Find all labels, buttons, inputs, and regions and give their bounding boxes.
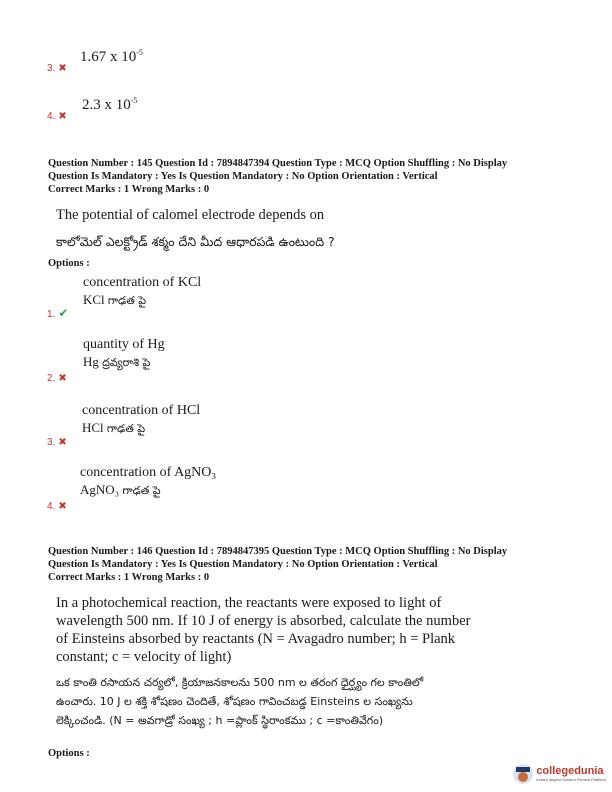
correct-check-icon: ✔ [58,306,69,320]
prev-option-4-value [82,96,137,114]
option-formula: HCl [82,420,104,435]
logo-tagline: India's largest Student Review Platform [536,777,606,782]
option-text-te [83,353,165,372]
option-te-suffix: గాఢత పై [106,422,146,435]
logo-mascot-icon [513,764,533,784]
question-line: wavelength 500 nm. If 10 J of energy is absorbed, calculate the number [56,613,471,629]
q145-option-2 [83,336,165,372]
question-146-text-en [56,594,470,666]
option-value: 2.3 x 10 [82,97,131,113]
question-146-text-te [56,673,423,730]
meta-line: Question Number : 146 Question Id : 7894847395 Question Type : MCQ Option Shuffling : No Display [48,546,508,557]
wrong-mark-icon: ✖ [58,63,67,74]
question-line: ఉంచారు. 10 J ల శక్తి శోషణం చెందితే, శోషణం గావించబడ్డ Einsteins ల సంఖ్యను [56,695,413,708]
option-number: 3. [47,437,56,448]
q145-option-2-marker [47,368,67,386]
q145-option-1 [83,274,201,310]
option-formula: KCl [83,292,105,307]
option-text-en: concentration of AgNO₃ [80,465,217,480]
option-exponent: -5 [136,48,143,57]
option-text-en: concentration of KCl [83,275,202,290]
meta-line: Question Is Mandatory : Yes Is Question Mandatory : No Option Orientation : Vertical [48,559,438,570]
question-line: of Einsteins absorbed by reactants (N = Avagadro number; h = Plank [56,631,456,647]
meta-line: Correct Marks : 1 Wrong Marks : 0 [48,572,210,583]
wrong-mark-icon: ✖ [58,437,67,448]
prev-option-3-value [80,48,143,66]
wrong-mark-icon: ✖ [58,501,67,512]
q145-option-3-marker [47,432,67,450]
question-145-meta [48,157,507,196]
q145-option-4-marker [47,496,67,514]
option-te-suffix: గాఢత పై [107,294,147,307]
option-te-suffix: గాఢత పై [122,484,161,497]
option-text-en: concentration of HCl [82,403,201,418]
options-label: Options : [48,258,90,269]
prev-option-3 [47,58,67,76]
question-145-text-te: కాలోమెల్ ఎలక్ట్రోడ్ శక్మం దేని మీద ఆధారపడి ఉంటుంది ? [56,234,335,249]
option-number: 2. [47,373,56,384]
question-line: constant; c = velocity of light) [56,649,232,665]
meta-line: Correct Marks : 1 Wrong Marks : 0 [48,184,210,195]
question-146-meta [48,545,507,584]
question-line: లెక్కించండి. (N = అవగాడ్రో సంఖ్య ; h =ప్లాంక్ స్థిరాంకము ; c =కాంతివేగం) [56,714,384,727]
option-formula: AgNO₃ [80,482,120,497]
option-text-te [80,481,216,500]
prev-option-4 [47,106,67,124]
option-number: 3. [47,63,56,74]
wrong-mark-icon: ✖ [58,111,67,122]
question-145-text-en: The potential of calomel electrode depends on [56,207,325,223]
q145-option-3 [82,402,200,438]
q145-option-4 [80,464,216,500]
meta-line: Question Is Mandatory : Yes Is Question Mandatory : No Option Orientation : Vertical [48,171,438,182]
option-text-en: quantity of Hg [83,337,165,352]
meta-line: Question Number : 145 Question Id : 7894847394 Question Type : MCQ Option Shuffling : No Display [48,158,508,169]
option-te-suffix: ద్రవ్యరాశి పై [102,356,151,369]
option-number: 4. [47,501,56,512]
option-exponent: -5 [130,96,138,105]
option-number: 1. [47,309,56,320]
option-number: 4. [47,111,56,122]
wrong-mark-icon: ✖ [58,373,67,384]
question-line: ఒక కాంతి రసాయన చర్యలో, క్రియాజనకాలను 500 nm ల తరంగ ధైర్ఘ్యం గల కాంతిలో [56,676,424,689]
option-text-te [83,291,201,310]
collegedunia-logo [513,764,606,784]
option-value: 1.67 x 10 [80,49,137,65]
logo-name: collegedunia [536,765,604,777]
options-label: Options : [48,748,90,759]
option-formula: Hg [83,354,99,369]
option-text-te [82,419,200,438]
question-line: In a photochemical reaction, the reactants were exposed to light of [56,595,442,611]
q145-option-1-marker [47,304,68,322]
